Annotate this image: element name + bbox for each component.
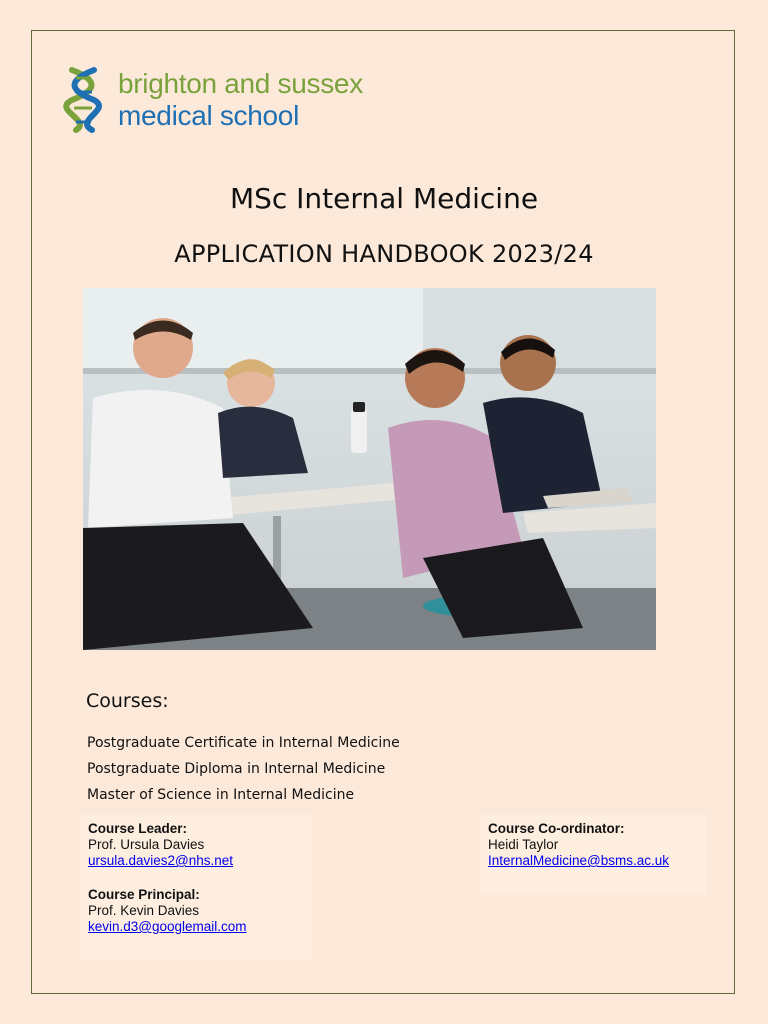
course-list (87, 730, 400, 808)
course-leader-email-link[interactable]: ursula.davies2@nhs.net (88, 853, 234, 868)
students-in-classroom-illustration (83, 288, 656, 650)
bsms-logo (62, 66, 363, 134)
course-principal-email-link[interactable]: kevin.d3@googlemail.com (88, 919, 247, 934)
coordinator-contact (480, 815, 706, 895)
course-principal-label: Course Principal: (88, 887, 200, 902)
leader-principal-contacts (80, 815, 312, 960)
course-coordinator-label: Course Co-ordinator: (488, 821, 625, 836)
logo-line-2: medical school (118, 100, 299, 131)
course-principal-name: Prof. Kevin Davies (88, 903, 200, 918)
course-item: Master of Science in Internal Medicine (87, 787, 355, 803)
document-title: MSc Internal Medicine (229, 182, 539, 215)
course-item: Postgraduate Diploma in Internal Medicine (87, 761, 386, 777)
course-leader-label: Course Leader: (88, 821, 188, 836)
document-subtitle: APPLICATION HANDBOOK 2023/24 (174, 240, 594, 268)
course-coordinator-name: Heidi Taylor (488, 837, 559, 852)
courses-heading: Courses: (86, 690, 169, 712)
dna-helix-icon (62, 66, 108, 134)
cover-photo (83, 288, 656, 650)
course-leader-name: Prof. Ursula Davies (88, 837, 205, 852)
course-item: Postgraduate Certificate in Internal Medicine (87, 735, 400, 751)
logo-line-1: brighton and sussex (118, 68, 363, 99)
logo-wordmark (118, 68, 363, 132)
course-coordinator-email-link[interactable]: InternalMedicine@bsms.ac.uk (488, 853, 670, 868)
